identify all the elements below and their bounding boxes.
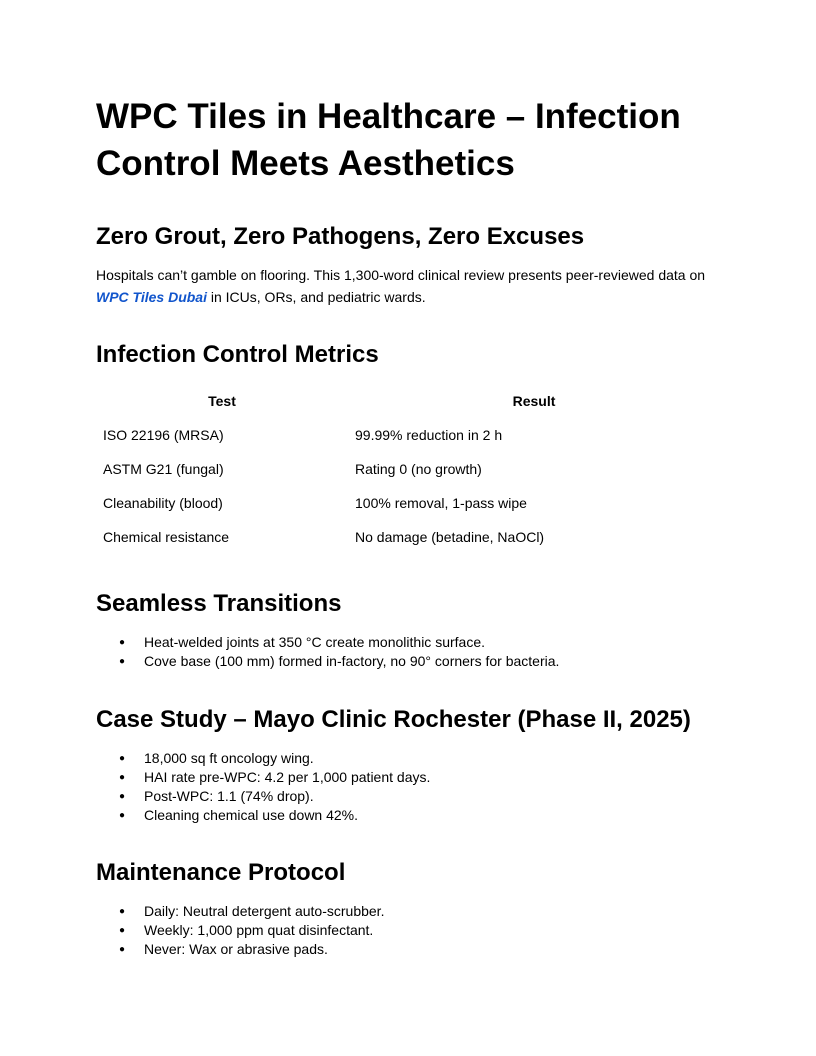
cell-result: 99.99% reduction in 2 h [355, 427, 503, 443]
seamless-list [96, 633, 559, 671]
cell-result: No damage (betadine, NaOCl) [355, 529, 545, 545]
intro-paragraph [96, 264, 720, 308]
cell-test: ASTM G21 (fungal) [103, 461, 224, 477]
intro-text-after: in ICUs, ORs, and pediatric wards. [206, 289, 426, 305]
table-row [96, 486, 720, 520]
cell-test: Chemical resistance [103, 529, 230, 545]
page-title: WPC Tiles in Healthcare – Infection Control Meets Aesthetics [96, 97, 681, 183]
table-row [96, 418, 720, 452]
maintenance-list [96, 902, 384, 959]
metrics-table [96, 384, 720, 554]
list-item: ● Cove base (100 mm) formed in-factory, no 90° corners for bacteria. [96, 652, 559, 671]
cell-result: Rating 0 (no growth) [355, 461, 482, 477]
case-study-list [96, 749, 430, 825]
table-header-row [96, 384, 720, 418]
list-item: ● Cleaning chemical use down 42%. [96, 806, 430, 825]
list-item: ● Weekly: 1,000 ppm quat disinfectant. [96, 921, 384, 940]
list-item: ● 18,000 sq ft oncology wing. [96, 749, 430, 768]
intro-heading: Zero Grout, Zero Pathogens, Zero Excuses [96, 223, 585, 250]
list-item: ● Heat-welded joints at 350 °C create monolithic surface. [96, 633, 559, 652]
case-study-heading: Case Study – Mayo Clinic Rochester (Phase II, 2025) [96, 706, 691, 733]
table-row [96, 520, 720, 554]
cell-test: ISO 22196 (MRSA) [103, 427, 224, 443]
cell-test: Cleanability (blood) [103, 495, 223, 511]
list-item: ● Daily: Neutral detergent auto-scrubber. [96, 902, 384, 921]
list-item: ● Never: Wax or abrasive pads. [96, 940, 384, 959]
list-item: ● Post-WPC: 1.1 (74% drop). [96, 787, 430, 806]
maintenance-heading: Maintenance Protocol [96, 859, 346, 886]
column-header-test: Test [208, 393, 236, 409]
metrics-heading: Infection Control Metrics [96, 341, 379, 368]
wpc-tiles-dubai-link[interactable]: WPC Tiles Dubai [96, 289, 207, 305]
intro-text-before: Hospitals can’t gamble on flooring. This 1,300-word clinical review presents peer-reviewed data on [96, 267, 706, 283]
cell-result: 100% removal, 1-pass wipe [355, 495, 527, 511]
list-item: ● HAI rate pre-WPC: 4.2 per 1,000 patient days. [96, 768, 430, 787]
seamless-heading: Seamless Transitions [96, 590, 342, 617]
column-header-result: Result [512, 393, 556, 409]
table-row [96, 452, 720, 486]
